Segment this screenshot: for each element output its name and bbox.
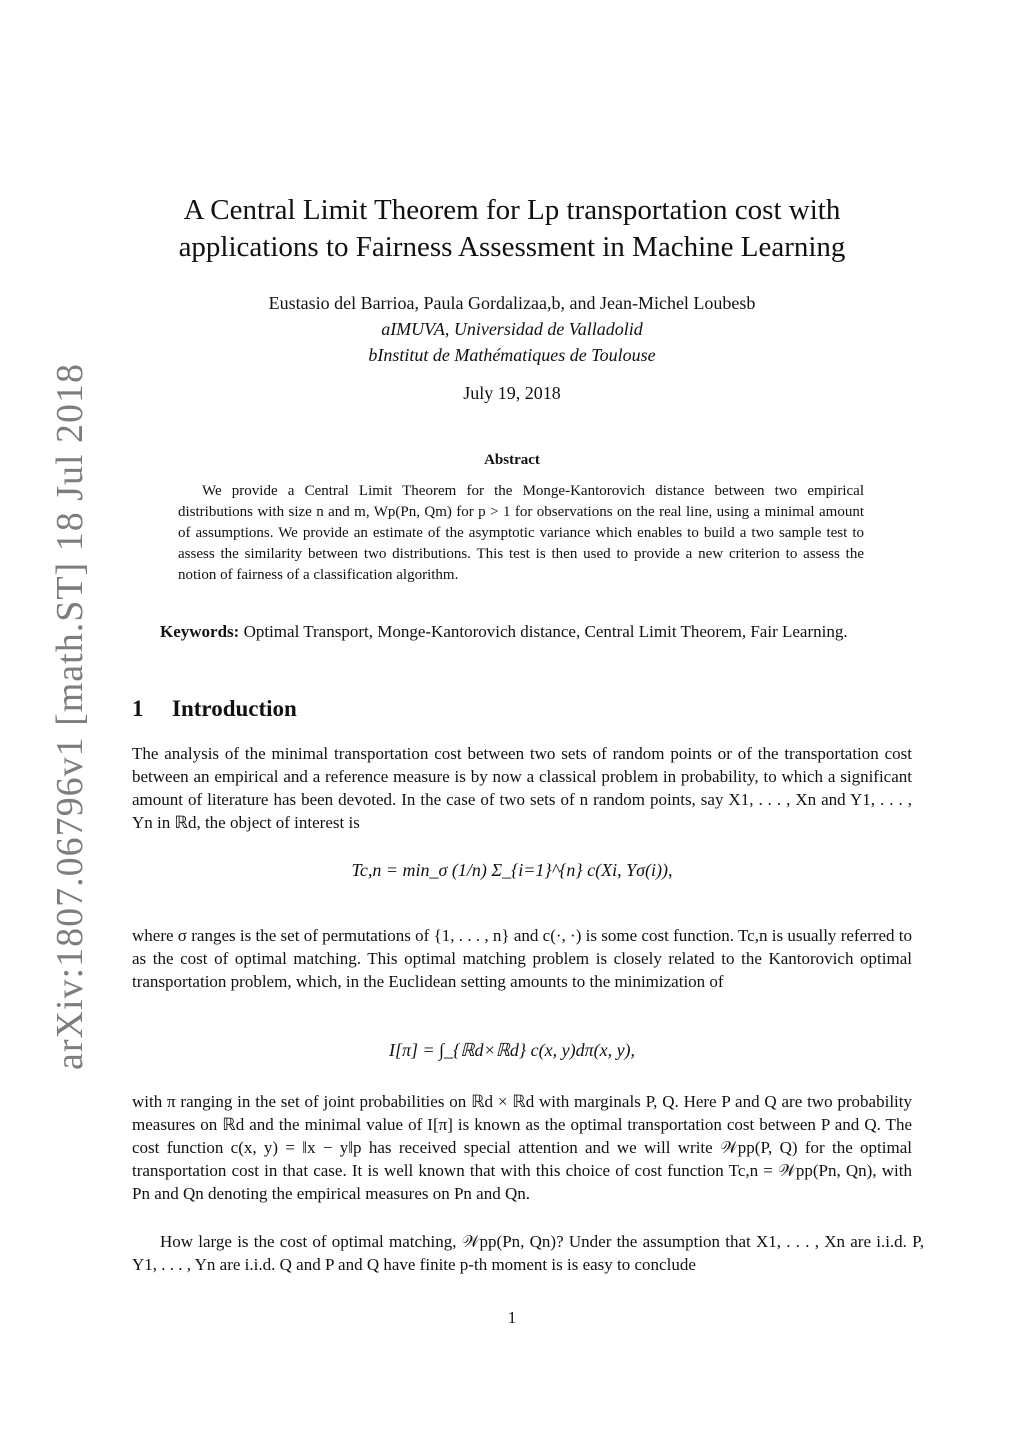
author-block xyxy=(0,290,1024,368)
abstract-body: We provide a Central Limit Theorem for the Monge-Kantorovich distance between two empirical distributions with size n and m, Wp(Pn, Qm) for p > 1 for observations on the real line, using a minimal amount of assumptions. We provide an estimate of the asymptotic variance which enables to build a two sample test to assess the similarity between two distributions. This test is then used to provide a new criterion to assess the notion of fairness of a classification algorithm. xyxy=(178,483,864,583)
paper-date: July 19, 2018 xyxy=(463,383,561,403)
title-line-1: A Central Limit Theorem for Lp transportation cost with xyxy=(183,194,841,226)
section-heading xyxy=(132,696,297,722)
keywords xyxy=(132,620,912,644)
abstract-heading: Abstract xyxy=(484,452,540,468)
paragraph-1: The analysis of the minimal transportation cost between two sets of random points or of the transportation cost between an empirical and a reference measure is by now a classical problem in probability, to which a significant amount of literature has been devoted. In the case of two sets of n random points, say X1, . . . , Xn and Y1, . . . , Yn in ℝd, the object of interest is xyxy=(132,744,912,832)
affiliation-a: aIMUVA, Universidad de Valladolid xyxy=(381,319,643,339)
paragraph-4: How large is the cost of optimal matching, 𝒲pp(Pn, Qn)? Under the assumption that X1, . . . , Xn are i.i.d. P, Y1, . . . , Yn are i.i.d. Q and P and Q have finite p-th moment is is easy to conclude xyxy=(132,1232,924,1274)
paragraph-3: with π ranging in the set of joint probabilities on ℝd × ℝd with marginals P, Q. Here P and Q are two probability measures on ℝd and the minimal value of I[π] is known as the optimal transportation cost between P and Q. The cost function c(x, y) = ‖x − y‖p has received special attention and we will write 𝒲pp(P, Q) for the optimal transportation cost in that case. It is well known that with this choice of cost function Tc,n = 𝒲pp(Pn, Qn), with Pn and Qn denoting the empirical measures on Pn and Qn. xyxy=(132,1092,912,1203)
equation-kantorovich: I[π] = ∫_{ℝd×ℝd} c(x, y)dπ(x, y), xyxy=(388,1040,636,1060)
author-names: Eustasio del Barrioa, Paula Gordalizaa,b, and Jean-Michel Loubesb xyxy=(268,293,756,313)
paper-title xyxy=(0,192,1024,266)
paragraph-2: where σ ranges is the set of permutations of {1, . . . , n} and c(·, ·) is some cost function. Tc,n is usually referred to as the cost of optimal matching. This optimal matching problem is closely related to the Kantorovich optimal transportation problem, which, in the Euclidean setting amounts to the minimization of xyxy=(132,926,912,991)
page-number: 1 xyxy=(507,1308,517,1327)
section-title: Introduction xyxy=(172,696,297,721)
affiliation-b: bInstitut de Mathématiques de Toulouse xyxy=(368,345,656,365)
arxiv-identifier: arXiv:1807.06796v1 [math.ST] 18 Jul 2018 xyxy=(49,362,91,1070)
equation-matching-cost: Tc,n = min_σ (1/n) Σ_{i=1}^{n} c(Xi, Yσ(i)), xyxy=(351,860,673,880)
keywords-label: Keywords: xyxy=(160,622,240,641)
title-line-2: applications to Fairness Assessment in Machine Learning xyxy=(178,231,846,263)
section-number: 1 xyxy=(132,696,144,721)
keywords-text: Optimal Transport, Monge-Kantorovich distance, Central Limit Theorem, Fair Learning. xyxy=(243,622,848,641)
